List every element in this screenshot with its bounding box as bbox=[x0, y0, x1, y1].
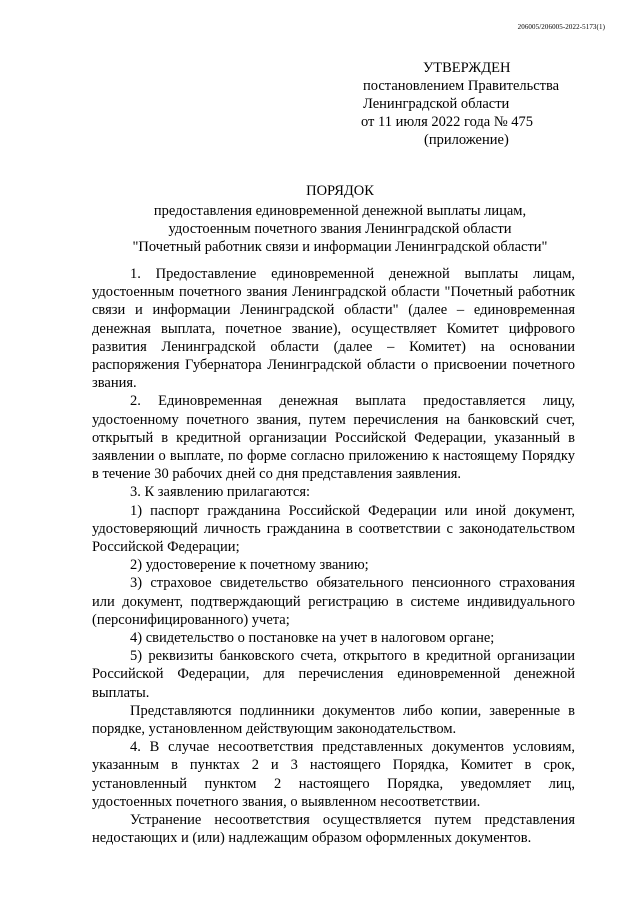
approval-line-3: от 11 июля 2022 года № 475 bbox=[361, 114, 534, 130]
document-title-block bbox=[84, 182, 596, 256]
list-item-3: 3) страховое свидетельство обязательного пенсионного страхования или документ, подтверждающий регистрацию в системе индивидуального (персонифицированного) учета; bbox=[92, 575, 575, 628]
paragraph-4: 4. В случае несоответствия представленных документов условиям, указанным в пунктах 2 и 3 настоящего Порядка, Комитет в срок, установленный пунктом 2 настоящего Порядка, уведомляет лиц, удостоенных почетного звания, о выявленном несоответствии. bbox=[92, 739, 575, 810]
approval-stamp bbox=[361, 59, 559, 149]
list-item-5: 5) реквизиты банковского счета, открытого в кредитной организации Российской Федерации, для перечисления единовременной денежной выплаты. bbox=[92, 648, 575, 701]
paragraph-documents-note: Представляются подлинники документов либо копии, заверенные в порядке, установленном действующим законодательством. bbox=[92, 702, 575, 738]
paragraph-correction: Устранение несоответствия осуществляется путем представления недостающих и (или) надлежащим образом оформленных документов. bbox=[92, 812, 575, 847]
approval-status: УТВЕРЖДЕН bbox=[423, 60, 511, 76]
document-subtitle-line-2: удостоенным почетного звания Ленинградской области bbox=[168, 221, 512, 237]
document-body bbox=[92, 265, 575, 848]
approval-line-2: Ленинградской области bbox=[363, 96, 510, 112]
document-subtitle-line-1: предоставления единовременной денежной выплаты лицам, bbox=[153, 203, 527, 219]
approval-line-4: (приложение) bbox=[424, 132, 509, 148]
paragraph-1: 1. Предоставление единовременной денежной выплаты лицам, удостоенным почетного звания Ленинградской области "Почетный работник связи и информации Ленинградской области" (далее – единовременная денежная выплата, почетное звание), осуществляет Комитет цифрового развития Ленинградской области (далее – Комитет) на основании распоряжения Губернатора Ленинградской области о присвоении почетного звания. bbox=[92, 266, 575, 392]
approval-line-1: постановлением Правительства bbox=[363, 78, 560, 94]
list-item-1: 1) паспорт гражданина Российской Федерации или иной документ, удостоверяющий личность гражданина в соответствии с законодательством Российской Федерации; bbox=[92, 502, 575, 556]
list-item-4: 4) свидетельство о постановке на учет в налоговом органе; bbox=[130, 630, 495, 647]
paragraph-2: 2. Единовременная денежная выплата предоставляется лицу, удостоенному почетного звания, путем перечисления на банковский счет, открытый в кредитной организации Российской Федерации, указанный в заявлении о выплате, по форме согласно приложению к настоящему Порядку в течение 30 рабочих дней со дня представления заявления. bbox=[92, 393, 575, 483]
document-subtitle-line-3: "Почетный работник связи и информации Ленинградской области" bbox=[132, 239, 548, 255]
paragraph-3: 3. К заявлению прилагаются: bbox=[130, 484, 311, 501]
list-item-2: 2) удостоверение к почетному званию; bbox=[130, 557, 369, 574]
document-code: 206005/206005-2022-5173(1) bbox=[517, 23, 605, 31]
document-title: ПОРЯДОК bbox=[306, 183, 374, 199]
